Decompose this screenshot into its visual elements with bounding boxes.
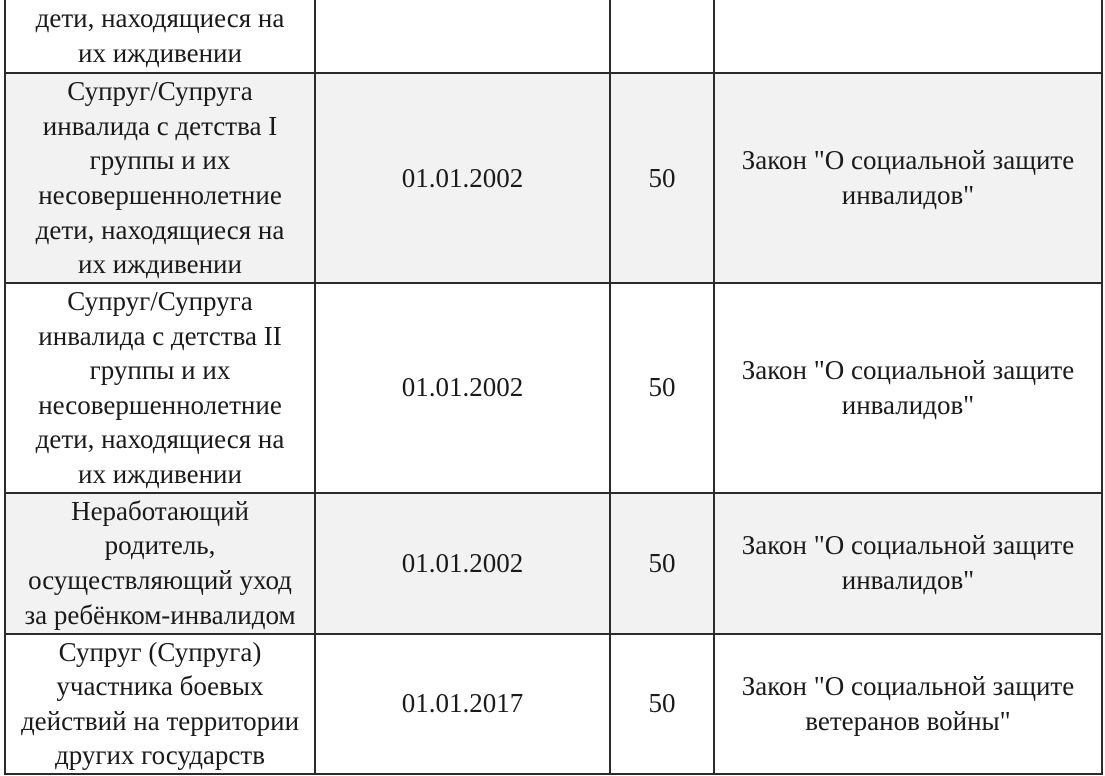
percent-cell: 50 <box>610 493 714 634</box>
date-cell: 01.01.2002 <box>315 493 610 634</box>
percent-cell: 50 <box>610 634 714 774</box>
category-cell: Супруг/Супруга инвалида с детства II группы и их несовершеннолетние дети, находящиеся на их иждивении <box>5 283 315 493</box>
table-row <box>5 0 1102 73</box>
law-cell: Закон "О социальной защите инвалидов" <box>714 493 1102 634</box>
benefits-table <box>4 0 1103 775</box>
date-cell: 01.01.2002 <box>315 283 610 493</box>
category-cell: Неработающий родитель, осуществляющий уход за ребёнком-инвалидом <box>5 493 315 634</box>
table-row <box>5 283 1102 493</box>
category-cell: Супруг/Супруга инвалида с детства I группы и их несовершеннолетние дети, находящиеся на их иждивении <box>5 73 315 283</box>
category-cell: Супруг (Супруга) участника боевых действий на территории других государств <box>5 634 315 774</box>
law-cell: Закон "О социальной защите инвалидов" <box>714 73 1102 283</box>
percent-cell: 50 <box>610 283 714 493</box>
date-cell: 01.01.2017 <box>315 634 610 774</box>
date-cell <box>315 0 610 73</box>
law-cell <box>714 0 1102 73</box>
table-row <box>5 493 1102 634</box>
table-row <box>5 634 1102 774</box>
percent-cell <box>610 0 714 73</box>
percent-cell: 50 <box>610 73 714 283</box>
table-row <box>5 73 1102 283</box>
law-cell: Закон "О социальной защите ветеранов войны" <box>714 634 1102 774</box>
date-cell: 01.01.2002 <box>315 73 610 283</box>
category-cell: дети, находящиеся на их иждивении <box>5 0 315 73</box>
law-cell: Закон "О социальной защите инвалидов" <box>714 283 1102 493</box>
